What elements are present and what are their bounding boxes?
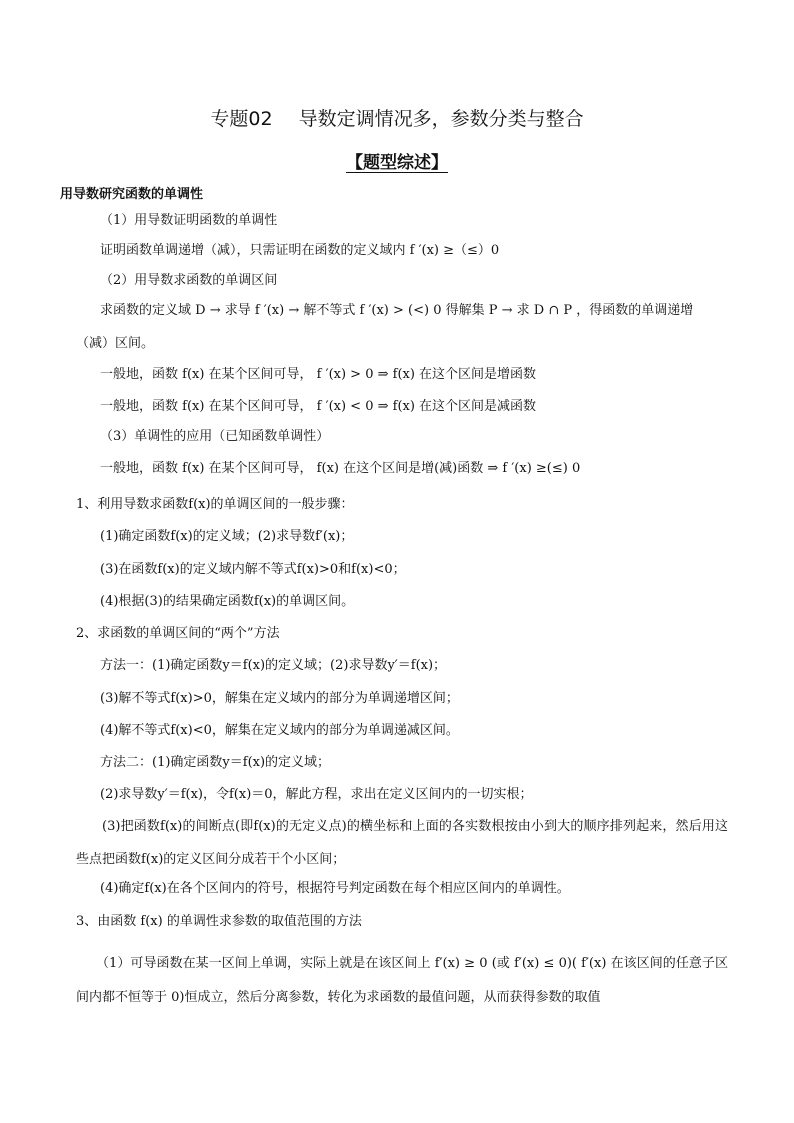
section-subtitle	[0, 148, 794, 173]
method-2-step-1: 方法二：(1)确定函数y＝f(x)的定义域；	[100, 755, 331, 770]
section-heading: 用导数研究函数的单调性	[60, 187, 204, 202]
decreasing-rule: 一般地，函数 f(x) 在某个区间可导， f ′(x) < 0 ⇒ f(x) 在这个区间是减函数	[100, 399, 537, 414]
method-2-step-4: (4)确定f(x)在各个区间内的符号，根据符号判定函数在每个相应区间内的单调性。	[100, 881, 570, 896]
subtitle-text: 【题型综述】	[346, 153, 448, 173]
point-2-heading: （2）用导数求函数的单调区间	[100, 273, 278, 288]
method-1-step-3: (3)解不等式f(x)>0，解集在定义域内的部分为单调递增区间；	[100, 691, 459, 706]
point-3-heading: （3）单调性的应用（已知函数单调性）	[100, 429, 330, 444]
step-section-1: 1、利用导数求函数f(x)的单调区间的一般步骤：	[76, 497, 354, 512]
point-1-text: 证明函数单调递增（减），只需证明在函数的定义域内 f ′(x) ≥（≤）0	[100, 243, 500, 258]
title-topic-number: 专题02	[210, 108, 273, 130]
step-1b: (3)在函数f(x)的定义域内解不等式f(x)>0和f(x)<0；	[100, 562, 406, 577]
point-3-text: 一般地，函数 f(x) 在某个区间可导， f(x) 在这个区间是增(减)函数 ⇒ f ′(x) ≥(≤) 0	[100, 461, 581, 476]
step-section-3: 3、由函数 f(x) 的单调性求参数的取值范围的方法	[76, 914, 362, 929]
method-2-step-3: (3)把函数f(x)的间断点(即f(x)的无定义点)的横坐标和上面的各实数根按由小到大的顺序排列起来，然后用这些点把函数f(x)的定义区间分成若干个小区间；	[76, 819, 728, 867]
param-method-1: （1）可导函数在某一区间上单调，实际上就是在该区间上 f′(x) ≥ 0 (或 f′(x) ≤ 0)( f′(x) 在该区间的任意子区间内都不恒等于 0)恒成立，然后分离参数，转化为求函数的最值问题，从而获得参数的取值	[76, 956, 728, 1005]
method-1-step-1: 方法一：(1)确定函数y＝f(x)的定义域；(2)求导数y′＝f(x)；	[100, 658, 447, 673]
step-section-2: 2、求函数的单调区间的“两个”方法	[76, 626, 280, 641]
point-2-text-cont: （减）区间。	[76, 336, 155, 351]
point-2-text: 求函数的定义域 D → 求导 f ′(x) → 解不等式 f ′(x) > (<) 0 得解集 P → 求 D ∩ P ，得函数的单调递增	[100, 303, 694, 318]
method-2-step-2: (2)求导数y′＝f(x)，令f(x)＝0，解此方程，求出在定义区间内的一切实根；	[100, 787, 533, 802]
increasing-rule: 一般地，函数 f(x) 在某个区间可导， f ′(x) > 0 ⇒ f(x) 在这个区间是增函数	[100, 367, 537, 382]
method-1-step-4: (4)解不等式f(x)<0，解集在定义域内的部分为单调递减区间。	[100, 723, 459, 738]
step-1c: (4)根据(3)的结果确定函数f(x)的单调区间。	[100, 594, 355, 609]
title-topic-name: 导数定调情况多，参数分类与整合	[298, 108, 584, 130]
page-title	[0, 104, 794, 131]
step-1a: (1)确定函数f(x)的定义域；(2)求导数f′(x)；	[100, 529, 354, 544]
point-1-heading: （1）用导数证明函数的单调性	[100, 213, 278, 228]
